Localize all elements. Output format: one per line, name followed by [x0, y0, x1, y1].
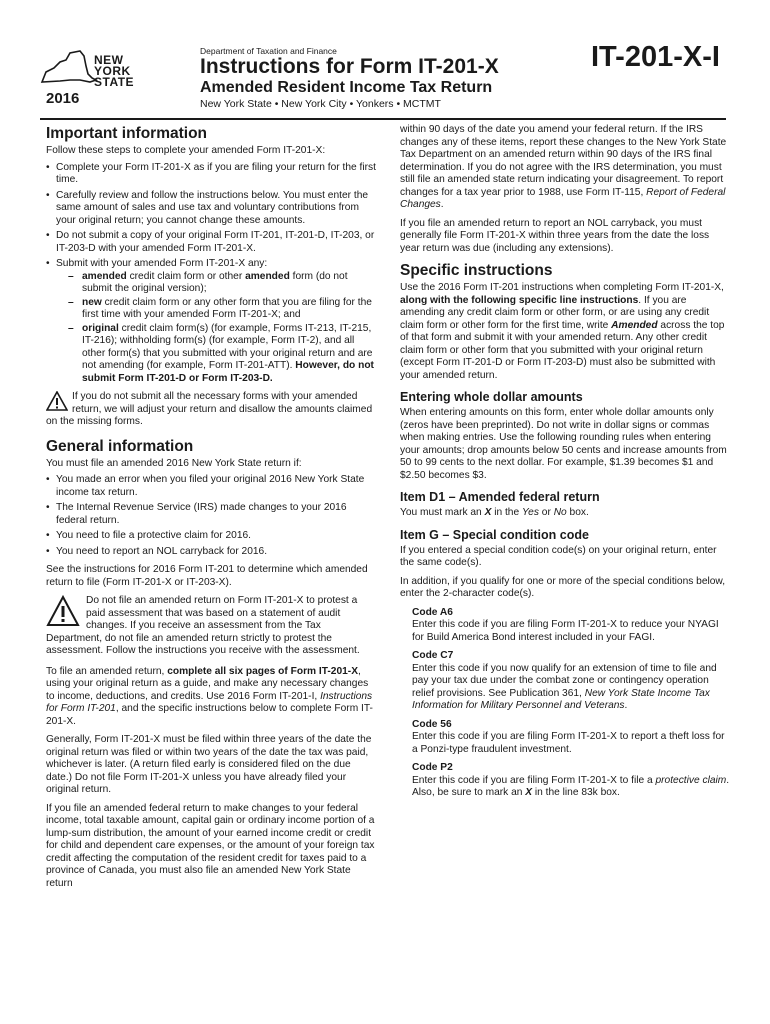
code-text: Enter this code if you now qualify for an extension of time to file and pay your tax due under the combat zone or contingency operation relief provisions. See Publication 361, New York State Income Tax Information for Military Personnel and Veterans. [412, 662, 717, 711]
general-paragraph: See the instructions for 2016 Form IT-201 to determine which amended return to file (Form IT-201-X or IT-203-X). [46, 564, 368, 588]
general-list [46, 474, 376, 558]
list-item: • Complete your Form IT-201-X as if you are filing your return for the first time. [46, 162, 376, 187]
code-text: Enter this code if you are filing Form IT-201-X to report a theft loss for a Ponzi-type fraudulent investment. [412, 731, 725, 755]
code-label: Code 56 [412, 718, 452, 730]
important-information-section [46, 124, 376, 429]
important-heading: Important information [46, 125, 208, 142]
code-label: Code A6 [412, 606, 453, 618]
sublist-item: – amended credit claim form or other amended form (do not submit the original version); [56, 271, 376, 296]
right-column [400, 124, 730, 806]
assessment-warning [46, 595, 376, 658]
form-id: IT-201-X-I [591, 41, 720, 73]
form-year: 2016 [46, 90, 80, 107]
sublist-item: – new credit claim form or any other form that you are filing for the first time with your amended Form IT-201-X; and [56, 297, 376, 322]
submit-sublist [56, 271, 376, 386]
general-intro: You must file an amended 2016 New York State return if: [46, 457, 302, 469]
sublist-item: – original credit claim form(s) (for example, Forms IT-213, IT-215, IT-216); withholding form(s) (for example, Form IT-2), and all other form(s) that you submitted with your original return and are not amending (for example, Form IT-201-ATT). However, do not submit Form IT-201-D or Form IT-203-D. [56, 323, 376, 386]
nol-paragraph: If you file an amended return to report an NOL carryback, you must generally file Form IT-201-X within three years from the date the loss year return was due (including any extensions). [400, 217, 710, 254]
list-item: • You made an error when you filed your original 2016 New York State income tax return. [46, 474, 376, 499]
warning-icon [46, 391, 68, 411]
new-york-state-map-icon [40, 50, 98, 86]
specific-heading: Specific instructions [400, 262, 553, 279]
code-56-block [400, 719, 730, 757]
list-item: • Do not submit a copy of your original Form IT-201, IT-201-D, IT-203, or IT-203-D with your amended Form IT-201-X. [46, 230, 376, 255]
general-heading: General information [46, 437, 194, 455]
logo-word-state: STATE [94, 75, 135, 89]
general-paragraph: To file an amended return, complete all six pages of Form IT-201-X, using your original return as a guide, and make any necessary changes to income, deductions, and credits. Use 2016 Form IT-201-I, Instructions for Form IT-201, and the specific instructions below to complete Form IT-201-X. [46, 665, 373, 727]
item-d1-paragraph: You must mark an X in the Yes or No box. [400, 507, 589, 518]
warning-text: If you do not submit all the necessary forms with your amended return, we will adjust your return and disallow the amounts claimed on the missing forms. [46, 391, 373, 427]
continued-paragraph: within 90 days of the date you amend your federal return. If the IRS changes any of these items, report these changes to the New York State Tax Department on an amended return within 90 days of the IRS final determination. If you do not agree with the IRS determination, you must still file an amended state return indicating your disagreement. To report changes for a tax year prior to 1988, use Form IT-115, Report of Federal Changes. [400, 124, 727, 210]
code-c7-block [400, 650, 730, 713]
nys-logo [40, 44, 150, 107]
item-g-section [400, 528, 730, 800]
important-list [46, 162, 376, 386]
logo-word-york: YORK [94, 64, 131, 78]
item-g-paragraph: If you entered a special condition code(s) on your original return, enter the same code(s). [400, 544, 717, 568]
code-label: Code C7 [412, 650, 454, 661]
whole-dollar-heading: Entering whole dollar amounts [400, 390, 583, 404]
specific-instructions-section [400, 261, 730, 382]
department-name: Department of Taxation and Finance [200, 46, 337, 56]
item-d1-section [400, 490, 730, 520]
code-text: Enter this code if you are filing Form IT-201-X to file a protective claim. Also, be sure to mark an X in the line 83k box. [412, 774, 730, 798]
general-paragraph: If you file an amended federal return to make changes to your federal income, total taxable amount, capital gain or ordinary income portion of a lump-sum distribution, the amount of your earned income credit or credit for child and dependent care expenses, or the amount of your foreign tax credit affecting the computation of the resident credit for taxes paid to a province of Canada, you must also file an amended New York State return [46, 802, 375, 889]
item-g-paragraph: In addition, if you qualify for one or more of the special conditions below, enter the 2-character code(s). [400, 575, 726, 599]
code-text: Enter this code if you are filing Form IT-201-X to reduce your NYAGI for Build America Bond interest included in your FAGI. [412, 619, 719, 643]
code-a6-block [400, 607, 730, 645]
list-item [46, 258, 376, 385]
whole-dollar-section [400, 390, 730, 482]
whole-dollar-paragraph: When entering amounts on this form, enter whole dollar amounts only (zeros have been preprinted). Do not write in dollar signs or commas when making entries. Use the following rounding rules when entering your amounts; drop amounts below 50 cents and increase amounts from 50 to 99 cents to the next dollar. For example, $1.39 becomes $1 and $2.50 becomes $3. [400, 407, 727, 481]
list-item: • Carefully review and follow the instructions below. You must enter the same amount of sales and use tax and voluntary contributions from your original return; you cannot change these amounts. [46, 190, 376, 228]
list-item-text: Submit with your amended Form IT-201-X any: [56, 258, 268, 269]
page-subtitle: Amended Resident Income Tax Return [200, 79, 493, 96]
list-item: • You need to file a protective claim for 2016. [46, 530, 376, 543]
header-divider [40, 118, 726, 120]
code-p2-block [400, 762, 730, 800]
page-title: Instructions for Form IT-201-X [200, 55, 499, 78]
specific-paragraph: Use the 2016 Form IT-201 instructions when completing Form IT-201-X, along with the following specific line instructions. If you are amending any credit claim form or other form, or are using any credit claim form or other form for the first time, write Amended across the top of that form and submit it with your amended return. Any other credit claim form or other form that you submitted with your original return (except Form IT-201-D or Form IT-203-D) must also be submitted with your amended return. [400, 282, 725, 381]
jurisdictions: New York State • New York City • Yonkers • MCTMT [200, 98, 441, 110]
missing-forms-warning [46, 391, 376, 429]
logo-word-new: NEW [94, 53, 124, 67]
list-item: • The Internal Revenue Service (IRS) made changes to your 2016 federal return. [46, 502, 376, 527]
list-item: • You need to report an NOL carryback for 2016. [46, 546, 376, 559]
warning-icon [46, 595, 80, 627]
warning-text: Do not file an amended return on Form IT-201-X to protest a paid assessment that was based on a statement of audit changes. If you receive an assessment from the Tax Department, do not file an amended return strictly to protest the assessment. Follow the instructions you receive with the assessment. [46, 595, 360, 656]
general-information-section [46, 437, 376, 891]
item-g-heading: Item G – Special condition code [400, 527, 589, 542]
left-column [46, 124, 376, 896]
item-d1-heading: Item D1 – Amended federal return [400, 490, 600, 504]
general-paragraph: Generally, Form IT-201-X must be filed within three years of the date the original return was filed or within two years of the date the tax was paid, whichever is later. (A return filed early is considered filed on the due date.) Do not file Form IT-201-X unless you have already filed your original return. [46, 734, 372, 795]
code-label: Code P2 [412, 762, 453, 773]
important-intro: Follow these steps to complete your amended Form IT-201-X: [46, 145, 326, 156]
